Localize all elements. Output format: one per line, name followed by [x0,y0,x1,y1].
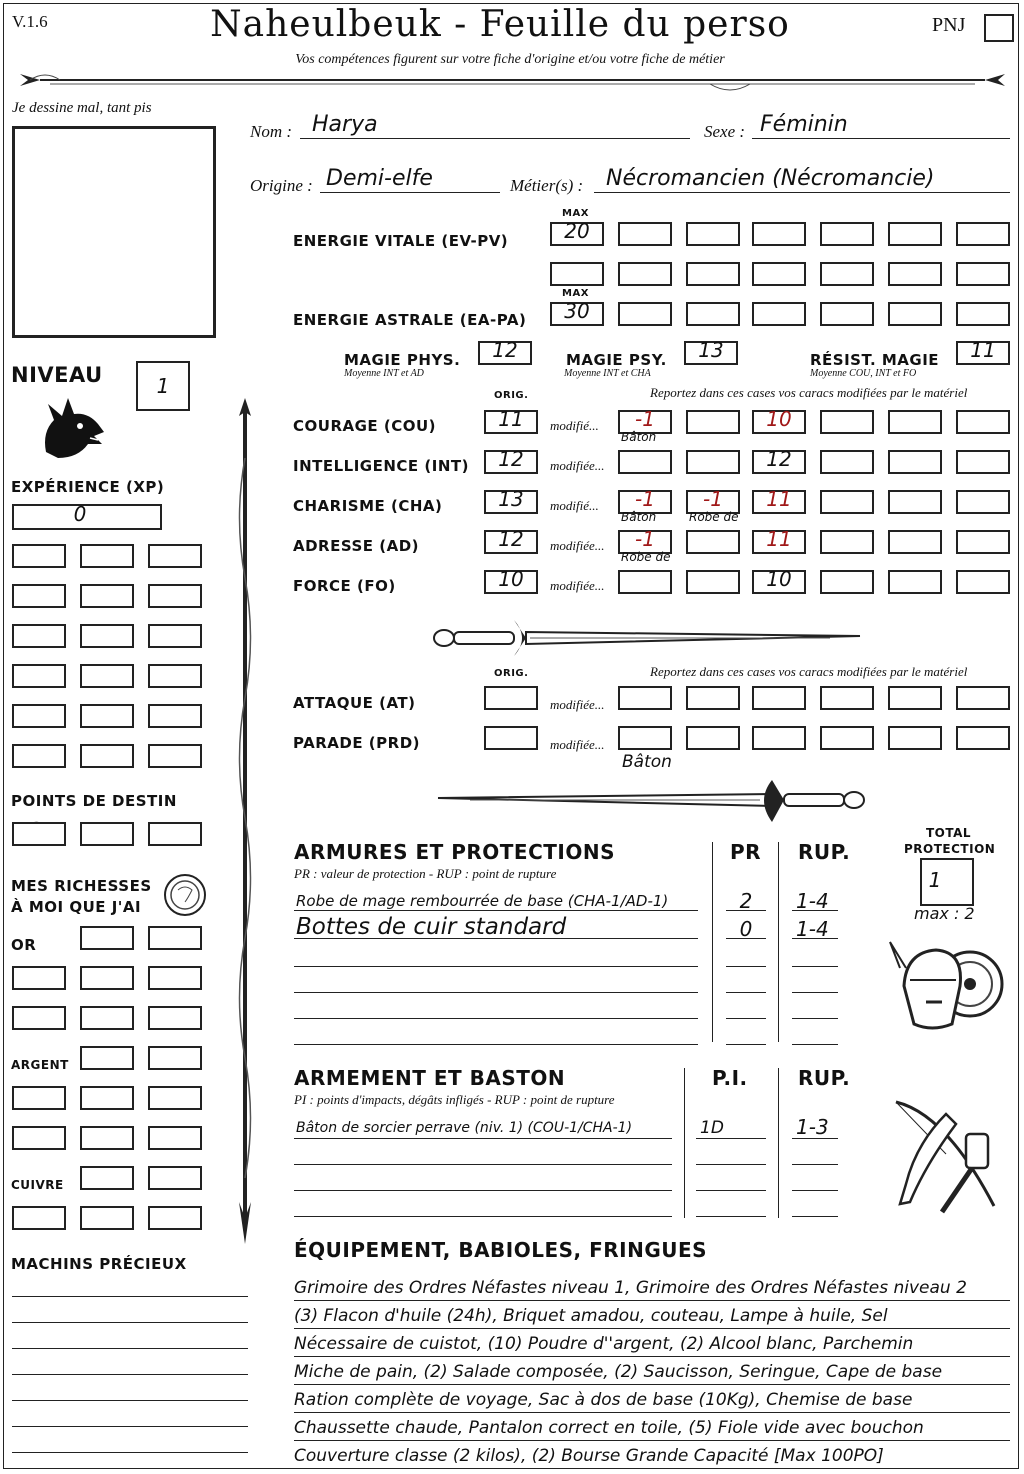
ev2-box-0[interactable] [550,262,604,286]
equipement-line[interactable]: Grimoire des Ordres Néfastes niveau 1, Grimoire des Ordres Néfastes niveau 2 [294,1274,1010,1301]
richesse-box[interactable] [148,1046,202,1070]
armure-pr-line[interactable] [726,966,766,967]
combat-mod-box[interactable] [888,686,942,710]
carac-final-value: 11 [766,487,792,511]
armement-pi-header: P.I. [712,1066,748,1090]
richesse-box[interactable] [80,1086,134,1110]
pnj-label: PNJ [932,14,966,36]
xp-grid-box[interactable] [148,704,202,728]
armure-rup-line[interactable] [792,966,838,967]
carac-orig-label: ORIG. [494,390,529,401]
ev2-box-4[interactable] [820,262,874,286]
ea-box-2[interactable] [686,302,740,326]
arme-line[interactable] [294,1190,672,1191]
carac-mod-box[interactable] [956,450,1010,474]
equipement-line[interactable]: Nécessaire de cuistot, (10) Poudre d''argent, (2) Alcool blanc, Parchemin [294,1330,1010,1357]
richesse-box[interactable] [12,1006,66,1030]
metier-value[interactable]: Nécromancien (Nécromancie) [606,166,935,191]
richesse-box[interactable] [148,1006,202,1030]
armures-sub: PR : valeur de protection - RUP : point de rupture [294,866,557,881]
arme-pi: 1D [700,1118,724,1138]
sexe-label: Sexe : [704,122,746,141]
xp-grid-box[interactable] [80,544,134,568]
carac-mod1-value: -1 [635,407,655,431]
carac-final-value: 11 [766,527,792,551]
arme-rup-line[interactable] [792,1190,838,1191]
armure-pr-line[interactable] [726,1044,766,1045]
machins-line[interactable] [12,1374,248,1375]
arme-line[interactable] [294,1216,672,1217]
armure-line[interactable] [294,1044,698,1045]
arme-line[interactable] [294,1164,672,1165]
carac-label: INTELLIGENCE (INT) [293,457,469,475]
carac-mod1-note: Bâton [621,510,657,524]
carac-mod-box[interactable] [820,570,874,594]
portrait-caption: Je dessine mal, tant pis [12,100,152,116]
carac-mod-box[interactable] [956,570,1010,594]
combat-mod-box[interactable] [752,686,806,710]
xp-grid-box[interactable] [148,624,202,648]
machins-label: MACHINS PRÉCIEUX [11,1255,187,1273]
arme-pi-line[interactable] [696,1216,766,1217]
ea-box-1[interactable] [618,302,672,326]
ea-box-4[interactable] [820,302,874,326]
richesse-box[interactable] [12,1086,66,1110]
helmet-shield-icon [886,928,1004,1034]
combat-mod-box[interactable] [686,686,740,710]
sword-illustration-2 [430,774,870,826]
xp-grid-box[interactable] [12,544,66,568]
ev-box-6[interactable] [956,222,1010,246]
xp-value: 0 [73,502,87,526]
ev2-box-3[interactable] [752,262,806,286]
ev-box-1[interactable] [618,222,672,246]
carac-mod-box[interactable] [618,570,672,594]
ea-max-label: MAX [562,288,589,299]
richesse-box[interactable] [80,1006,134,1030]
armures-pr-header: PR [730,840,762,864]
armure-name: Robe de mage rembourrée de base (CHA-1/AD-1) [296,892,669,910]
carac-mod1-note: Robe de [621,550,671,564]
combat-orig-box[interactable] [484,726,538,750]
carac-mod-box[interactable] [956,410,1010,434]
richesse-box[interactable] [12,1126,66,1150]
carac-mod-box[interactable] [820,490,874,514]
ev-box-3[interactable] [752,222,806,246]
staff-illustration [228,398,262,1248]
carac-mod2-value: -1 [703,487,723,511]
armure-rup: 1-4 [796,889,829,913]
armures-rup-header: RUP. [798,840,851,864]
arme-rup-line[interactable] [792,1216,838,1217]
armure-line[interactable] [294,1018,698,1019]
equipement-title: ÉQUIPEMENT, BABIOLES, FRINGUES [294,1238,708,1262]
ea-box-3[interactable] [752,302,806,326]
origine-value[interactable]: Demi-elfe [326,166,433,191]
parade-note: Bâton [622,752,672,772]
equipement-line[interactable]: Couverture classe (2 kilos), (2) Bourse Grande Capacité [Max 100PO] [294,1442,1010,1469]
carac-orig-value: 13 [498,487,524,511]
destin-box[interactable] [12,822,66,846]
parade-modifiee-label: modifiée... [550,737,605,752]
resist-magie-value: 11 [970,338,996,362]
carac-mod-box[interactable] [888,530,942,554]
magie-phys-value: 12 [492,338,518,362]
armure-line[interactable] [294,966,698,967]
combat-mod-box[interactable] [752,726,806,750]
carac-modifie-label: modifiée... [550,538,605,553]
machins-line[interactable] [12,1400,248,1401]
coin-icon [162,872,208,918]
richesse-box[interactable] [80,1206,134,1230]
machins-line[interactable] [12,1426,248,1427]
richesse-box[interactable] [80,1126,134,1150]
carac-final-value: 12 [766,447,792,471]
magie-phys-sub: Moyenne INT et AD [344,368,424,379]
combat-orig-label: ORIG. [494,668,529,679]
ea-box-6[interactable] [956,302,1010,326]
carac-mod-box[interactable] [956,490,1010,514]
ev-max-label: MAX [562,208,589,219]
combat-orig-box[interactable] [484,686,538,710]
parade-label: PARADE (PRD) [293,734,421,752]
ea-label: ENERGIE ASTRALE (EA-PA) [293,311,527,329]
armure-rup-line[interactable] [792,1018,838,1019]
richesse-box[interactable] [80,926,134,950]
ev2-box-6[interactable] [956,262,1010,286]
richesse-box[interactable] [80,966,134,990]
ev-label: ENERGIE VITALE (EV-PV) [293,232,509,250]
nom-value[interactable]: Harya [312,112,378,137]
richesse-box[interactable] [80,1046,134,1070]
equipement-line[interactable]: Chaussette chaude, Pantalon correct en toile, (5) Fiole vide avec bouchon [294,1414,1010,1441]
carac-mod-box[interactable] [888,570,942,594]
carac-modifie-label: modifiée... [550,578,605,593]
armure-rup: 1-4 [796,917,829,941]
resist-magie-label: RÉSIST. MAGIE [810,351,940,369]
arme-name: Bâton de sorcier perrave (niv. 1) (COU-1/CHA-1) [296,1120,633,1136]
carac-orig-value: 12 [498,527,524,551]
xp-grid-box[interactable] [80,704,134,728]
armure-name: Bottes de cuir standard [296,914,567,940]
carac-modifie-label: modifiée... [550,458,605,473]
carac-mod-box[interactable] [888,490,942,514]
magie-psy-value: 13 [698,338,724,362]
armure-pr-line[interactable] [726,1018,766,1019]
equipement-line[interactable]: Miche de pain, (2) Salade composée, (2) Saucisson, Seringue, Cape de base [294,1358,1010,1385]
sword-illustration [430,612,870,660]
ev2-box-2[interactable] [686,262,740,286]
xp-grid-box[interactable] [12,584,66,608]
arme-pi-line[interactable] [696,1190,766,1191]
richesse-box[interactable] [80,1166,134,1190]
xp-grid-box[interactable] [12,704,66,728]
or-label: OR [11,936,37,954]
xp-grid-box[interactable] [80,744,134,768]
carac-mod2-note: Robe de [689,510,739,524]
combat-mod-box[interactable] [618,726,672,750]
destin-box[interactable] [80,822,134,846]
resist-magie-sub: Moyenne COU, INT et FO [810,368,917,379]
carac-mod-box[interactable] [618,450,672,474]
dragon-head-icon [38,392,106,464]
armure-pr: 0 [739,917,753,941]
armure-pr: 2 [739,889,753,913]
xp-grid-box[interactable] [148,544,202,568]
richesses-label-2: À MOI QUE J'AI [11,898,142,916]
armement-title: ARMEMENT ET BASTON [294,1066,566,1090]
equipement-line[interactable]: (3) Flacon d'huile (24h), Briquet amadou, couteau, Lampe à huile, Sel [294,1302,1010,1329]
carac-mod1-value: -1 [635,487,655,511]
niveau-value: 1 [156,374,170,398]
ev2-box-5[interactable] [888,262,942,286]
combat-mod-box[interactable] [820,686,874,710]
total-protection-value: 1 [928,868,942,892]
richesse-box[interactable] [148,1126,202,1150]
richesse-box[interactable] [148,1166,202,1190]
combat-mod-box[interactable] [686,726,740,750]
version-label: V.1.6 [12,12,48,31]
armement-rup-header: RUP. [798,1066,851,1090]
arrow-divider [10,70,1014,98]
ea-max-value: 30 [564,299,590,323]
richesse-box[interactable] [148,1086,202,1110]
carac-mod-box[interactable] [956,530,1010,554]
richesse-box[interactable] [148,966,202,990]
pnj-checkbox[interactable] [984,14,1014,42]
total-label-1: TOTAL [926,826,972,840]
carac-mod1-note: Bâton [621,430,657,444]
carac-mod-box[interactable] [686,530,740,554]
origine-label: Origine : [250,176,313,195]
nom-label: Nom : [250,122,293,141]
niveau-label: NIVEAU [11,363,103,387]
equipement-line[interactable]: Ration complète de voyage, Sac à dos de base (10Kg), Chemise de base [294,1386,1010,1413]
xp-grid-box[interactable] [12,664,66,688]
arme-line[interactable] [294,1138,672,1139]
destin-box[interactable] [148,822,202,846]
machins-line[interactable] [12,1452,248,1453]
ea-box-5[interactable] [888,302,942,326]
combat-mod-box[interactable] [618,686,672,710]
carac-orig-value: 11 [498,407,524,431]
ev-max-value: 20 [564,219,590,243]
xp-grid-box[interactable] [12,744,66,768]
carac-mod-box[interactable] [820,450,874,474]
sexe-value[interactable]: Féminin [760,112,848,137]
xp-grid-box[interactable] [148,584,202,608]
carac-mod-box[interactable] [888,450,942,474]
armures-title: ARMURES ET PROTECTIONS [294,840,615,864]
ev-box-5[interactable] [888,222,942,246]
xp-label: EXPÉRIENCE (XP) [11,478,165,496]
armure-pr-line[interactable] [726,992,766,993]
arme-pi-line[interactable] [696,1138,766,1139]
combat-mod-box[interactable] [888,726,942,750]
portrait-box[interactable] [12,126,216,338]
magie-phys-label: MAGIE PHYS. [344,351,461,369]
carac-modifie-label: modifié... [550,498,599,513]
cuivre-label: CUIVRE [11,1178,64,1192]
xp-grid-box[interactable] [12,624,66,648]
carac-label: COURAGE (COU) [293,417,437,435]
ev2-box-1[interactable] [618,262,672,286]
machins-line[interactable] [12,1296,248,1297]
arme-rup: 1-3 [796,1115,829,1139]
xp-grid-box[interactable] [80,624,134,648]
total-protection-max: max : 2 [914,904,975,923]
richesses-label-1: MES RICHESSES [11,877,152,895]
carac-mod-box[interactable] [686,410,740,434]
carac-mod-box[interactable] [686,570,740,594]
carac-modifie-label: modifié... [550,418,599,433]
magie-psy-label: MAGIE PSY. [566,351,667,369]
carac-label: FORCE (FO) [293,577,396,595]
richesse-box[interactable] [12,966,66,990]
attaque-label: ATTAQUE (AT) [293,694,416,712]
total-label-2: PROTECTION [904,842,996,856]
carac-orig-value: 10 [498,567,524,591]
arme-rup-line[interactable] [792,1164,838,1165]
argent-label: ARGENT [11,1058,69,1072]
richesse-box[interactable] [12,1206,66,1230]
ev-box-4[interactable] [820,222,874,246]
carac-label: CHARISME (CHA) [293,497,443,515]
carac-orig-value: 12 [498,447,524,471]
carac-label: ADRESSE (AD) [293,537,420,555]
carac-mod-box[interactable] [820,410,874,434]
carac-report-note: Reportez dans ces cases vos caracs modifiées par le matériel [650,385,968,400]
carac-mod-box[interactable] [888,410,942,434]
carac-final-value: 10 [766,567,792,591]
xp-grid-box[interactable] [80,584,134,608]
machins-line[interactable] [12,1322,248,1323]
attaque-modifiee-label: modifiée... [550,697,605,712]
xp-grid-box[interactable] [148,664,202,688]
armement-sub: PI : points d'impacts, dégâts infligés - RUP : point de rupture [294,1092,615,1107]
magie-psy-sub: Moyenne INT et CHA [564,368,651,379]
ev-box-2[interactable] [686,222,740,246]
page-subtitle: Vos compétences figurent sur votre fiche d'origine et/ou votre fiche de métier [295,52,725,67]
carac-mod1-value: -1 [635,527,655,551]
carac-mod-box[interactable] [686,450,740,474]
carac-final-value: 10 [766,407,792,431]
richesse-box[interactable] [148,926,202,950]
combat-mod-box[interactable] [956,686,1010,710]
armure-rup-line[interactable] [792,992,838,993]
carac-mod-box[interactable] [820,530,874,554]
arme-pi-line[interactable] [696,1164,766,1165]
page-title: Naheulbeuk - Feuille du perso [210,4,790,45]
combat-report-note: Reportez dans ces cases vos caracs modifiées par le matériel [650,664,968,679]
destin-label: POINTS DE DESTIN [11,792,177,810]
crossed-weapons-icon [886,1094,1004,1218]
richesse-box[interactable] [148,1206,202,1230]
combat-mod-box[interactable] [956,726,1010,750]
armure-line[interactable] [294,992,698,993]
armure-rup-line[interactable] [792,1044,838,1045]
combat-mod-box[interactable] [820,726,874,750]
xp-grid-box[interactable] [80,664,134,688]
armure-line[interactable] [294,910,698,911]
metier-label: Métier(s) : [510,176,584,195]
xp-grid-box[interactable] [148,744,202,768]
machins-line[interactable] [12,1348,248,1349]
